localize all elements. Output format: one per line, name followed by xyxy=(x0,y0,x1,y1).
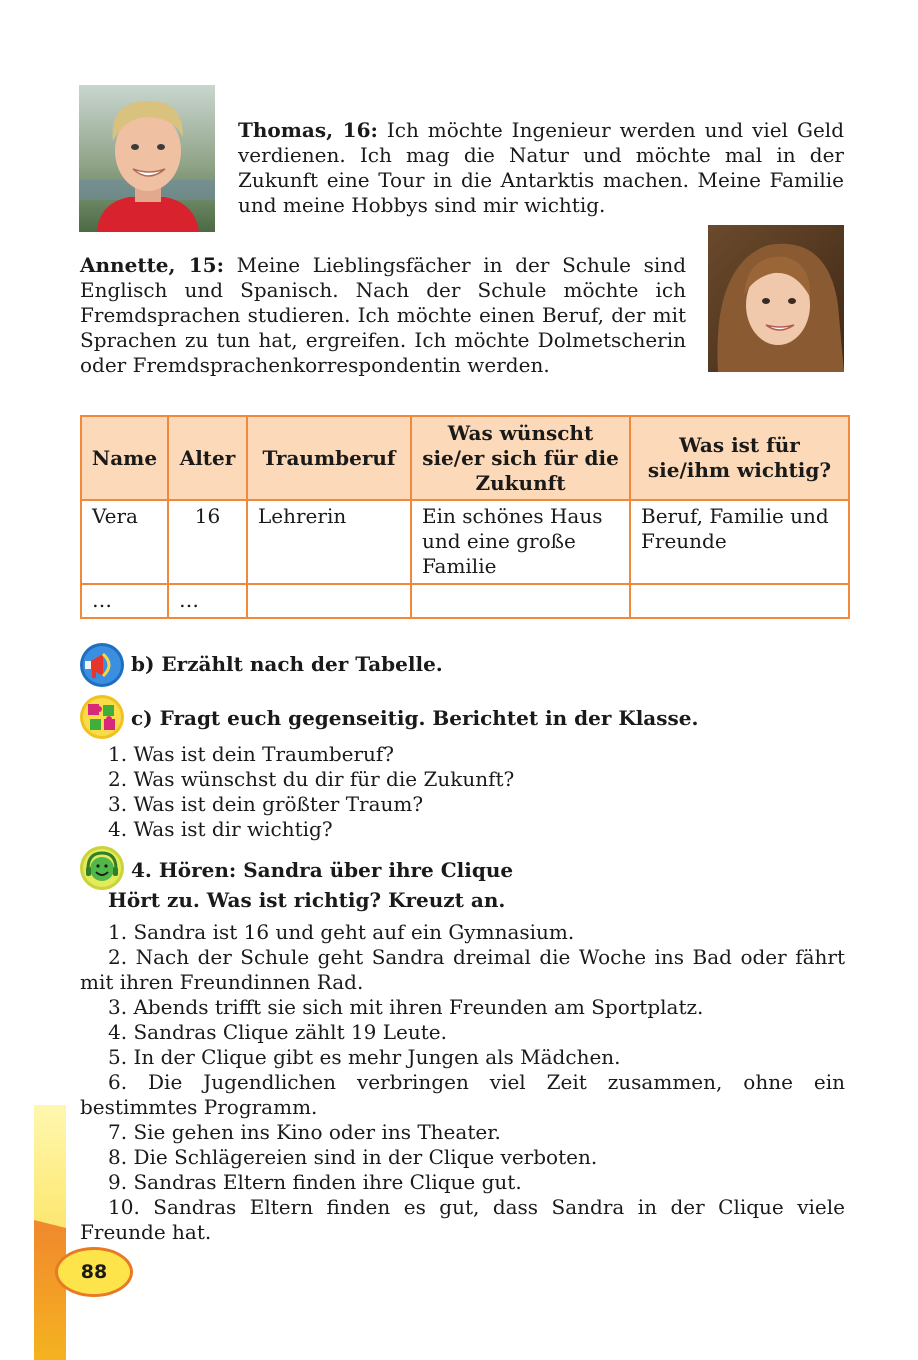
question-text: Was ist dein größter Traum? xyxy=(133,792,424,816)
question-number: 2. xyxy=(108,767,128,791)
question-number: 4. xyxy=(108,817,128,841)
question-text: Was wünschst du dir für die Zukunft? xyxy=(133,767,515,791)
task-b-title: b) Erzählt nach der Tabelle. xyxy=(131,652,443,676)
question-list xyxy=(108,742,514,842)
question-number: 3. xyxy=(108,792,128,816)
table-cell xyxy=(411,584,630,618)
list-item xyxy=(108,767,514,792)
statement-list xyxy=(80,920,845,1245)
list-item: 3. Abends trifft sie sich mit ihren Freunden am Sportplatz. xyxy=(108,995,704,1019)
question-text: Was ist dir wichtig? xyxy=(133,817,333,841)
header-wichtig: Was ist für sie/ihm wichtig? xyxy=(630,416,849,500)
thomas-paragraph xyxy=(238,118,844,218)
puzzle-icon xyxy=(79,694,125,740)
annette-paragraph xyxy=(80,253,686,378)
list-item: 4. Sandras Clique zählt 19 Leute. xyxy=(108,1020,447,1044)
annette-text: Meine Lieblingsfächer in der Schule sind Englisch und Spanisch. Nach der Schule möchte ich Fremdsprachen studieren. Ich möchte einen Beruf, der mit Sprachen zu tun hat, ergreifen. Ich möchte Dolmetscherin oder Fremdsprachenkorrespondentin werden. xyxy=(80,253,686,377)
side-stripe-orange xyxy=(34,1228,66,1360)
megaphone-icon xyxy=(79,642,125,688)
list-item: 6. Die Jugendlichen verbringen viel Zeit zusammen, ohne ein bestimmtes Programm. xyxy=(80,1070,845,1119)
task-4-title: 4. Hören: Sandra über ihre Clique xyxy=(131,858,514,882)
list-item xyxy=(108,792,514,817)
info-table xyxy=(80,415,850,619)
list-item: 1. Sandra ist 16 und geht auf ein Gymnasium. xyxy=(108,920,575,944)
header-name: Name xyxy=(81,416,168,500)
table-cell xyxy=(630,584,849,618)
annette-name: Annette, 15: xyxy=(80,253,224,277)
table-row xyxy=(81,500,849,584)
list-item: 9. Sandras Eltern finden ihre Clique gut. xyxy=(108,1170,522,1194)
table-row xyxy=(81,584,849,618)
task-c-title: c) Fragt euch gegenseitig. Berichtet in der Klasse. xyxy=(131,706,699,730)
header-zukunft: Was wünscht sie/er sich für die Zukunft xyxy=(411,416,630,500)
header-alter: Alter xyxy=(168,416,247,500)
thomas-name: Thomas, 16: xyxy=(238,118,378,142)
thomas-text: Ich möchte Ingenieur werden und viel Geld verdienen. Ich mag die Natur und möchte mal in der Zukunft eine Tour in die Antarktis machen. Meine Familie und meine Hobbys sind mir wichtig. xyxy=(238,118,844,217)
list-item xyxy=(108,742,514,767)
table-cell xyxy=(247,584,411,618)
page-number: 88 xyxy=(55,1247,133,1297)
header-traumberuf: Traumberuf xyxy=(247,416,411,500)
headphones-smiley-icon xyxy=(79,845,125,891)
table-cell: Lehrerin xyxy=(247,500,411,584)
annette-photo xyxy=(708,225,844,372)
question-text: Was ist dein Traumberuf? xyxy=(133,742,395,766)
table-cell: Ein schönes Haus und eine große Familie xyxy=(411,500,630,584)
table-cell: … xyxy=(168,584,247,618)
thomas-photo xyxy=(79,85,215,232)
task-4-subtitle: Hört zu. Was ist richtig? Kreuzt an. xyxy=(108,888,506,912)
table-cell: 16 xyxy=(168,500,247,584)
list-item: 10. Sandras Eltern finden es gut, dass Sandra in der Clique viele Freunde hat. xyxy=(80,1195,845,1244)
list-item xyxy=(108,817,514,842)
list-item: 7. Sie gehen ins Kino oder ins Theater. xyxy=(108,1120,501,1144)
question-number: 1. xyxy=(108,742,128,766)
table-cell: Beruf, Familie und Freunde xyxy=(630,500,849,584)
table-cell: … xyxy=(81,584,168,618)
list-item: 2. Nach der Schule geht Sandra dreimal die Woche ins Bad oder fährt mit ihren Freundinnen Rad. xyxy=(80,945,845,994)
table-cell: Vera xyxy=(81,500,168,584)
list-item: 5. In der Clique gibt es mehr Jungen als Mädchen. xyxy=(108,1045,621,1069)
list-item: 8. Die Schlägereien sind in der Clique verboten. xyxy=(108,1145,598,1169)
